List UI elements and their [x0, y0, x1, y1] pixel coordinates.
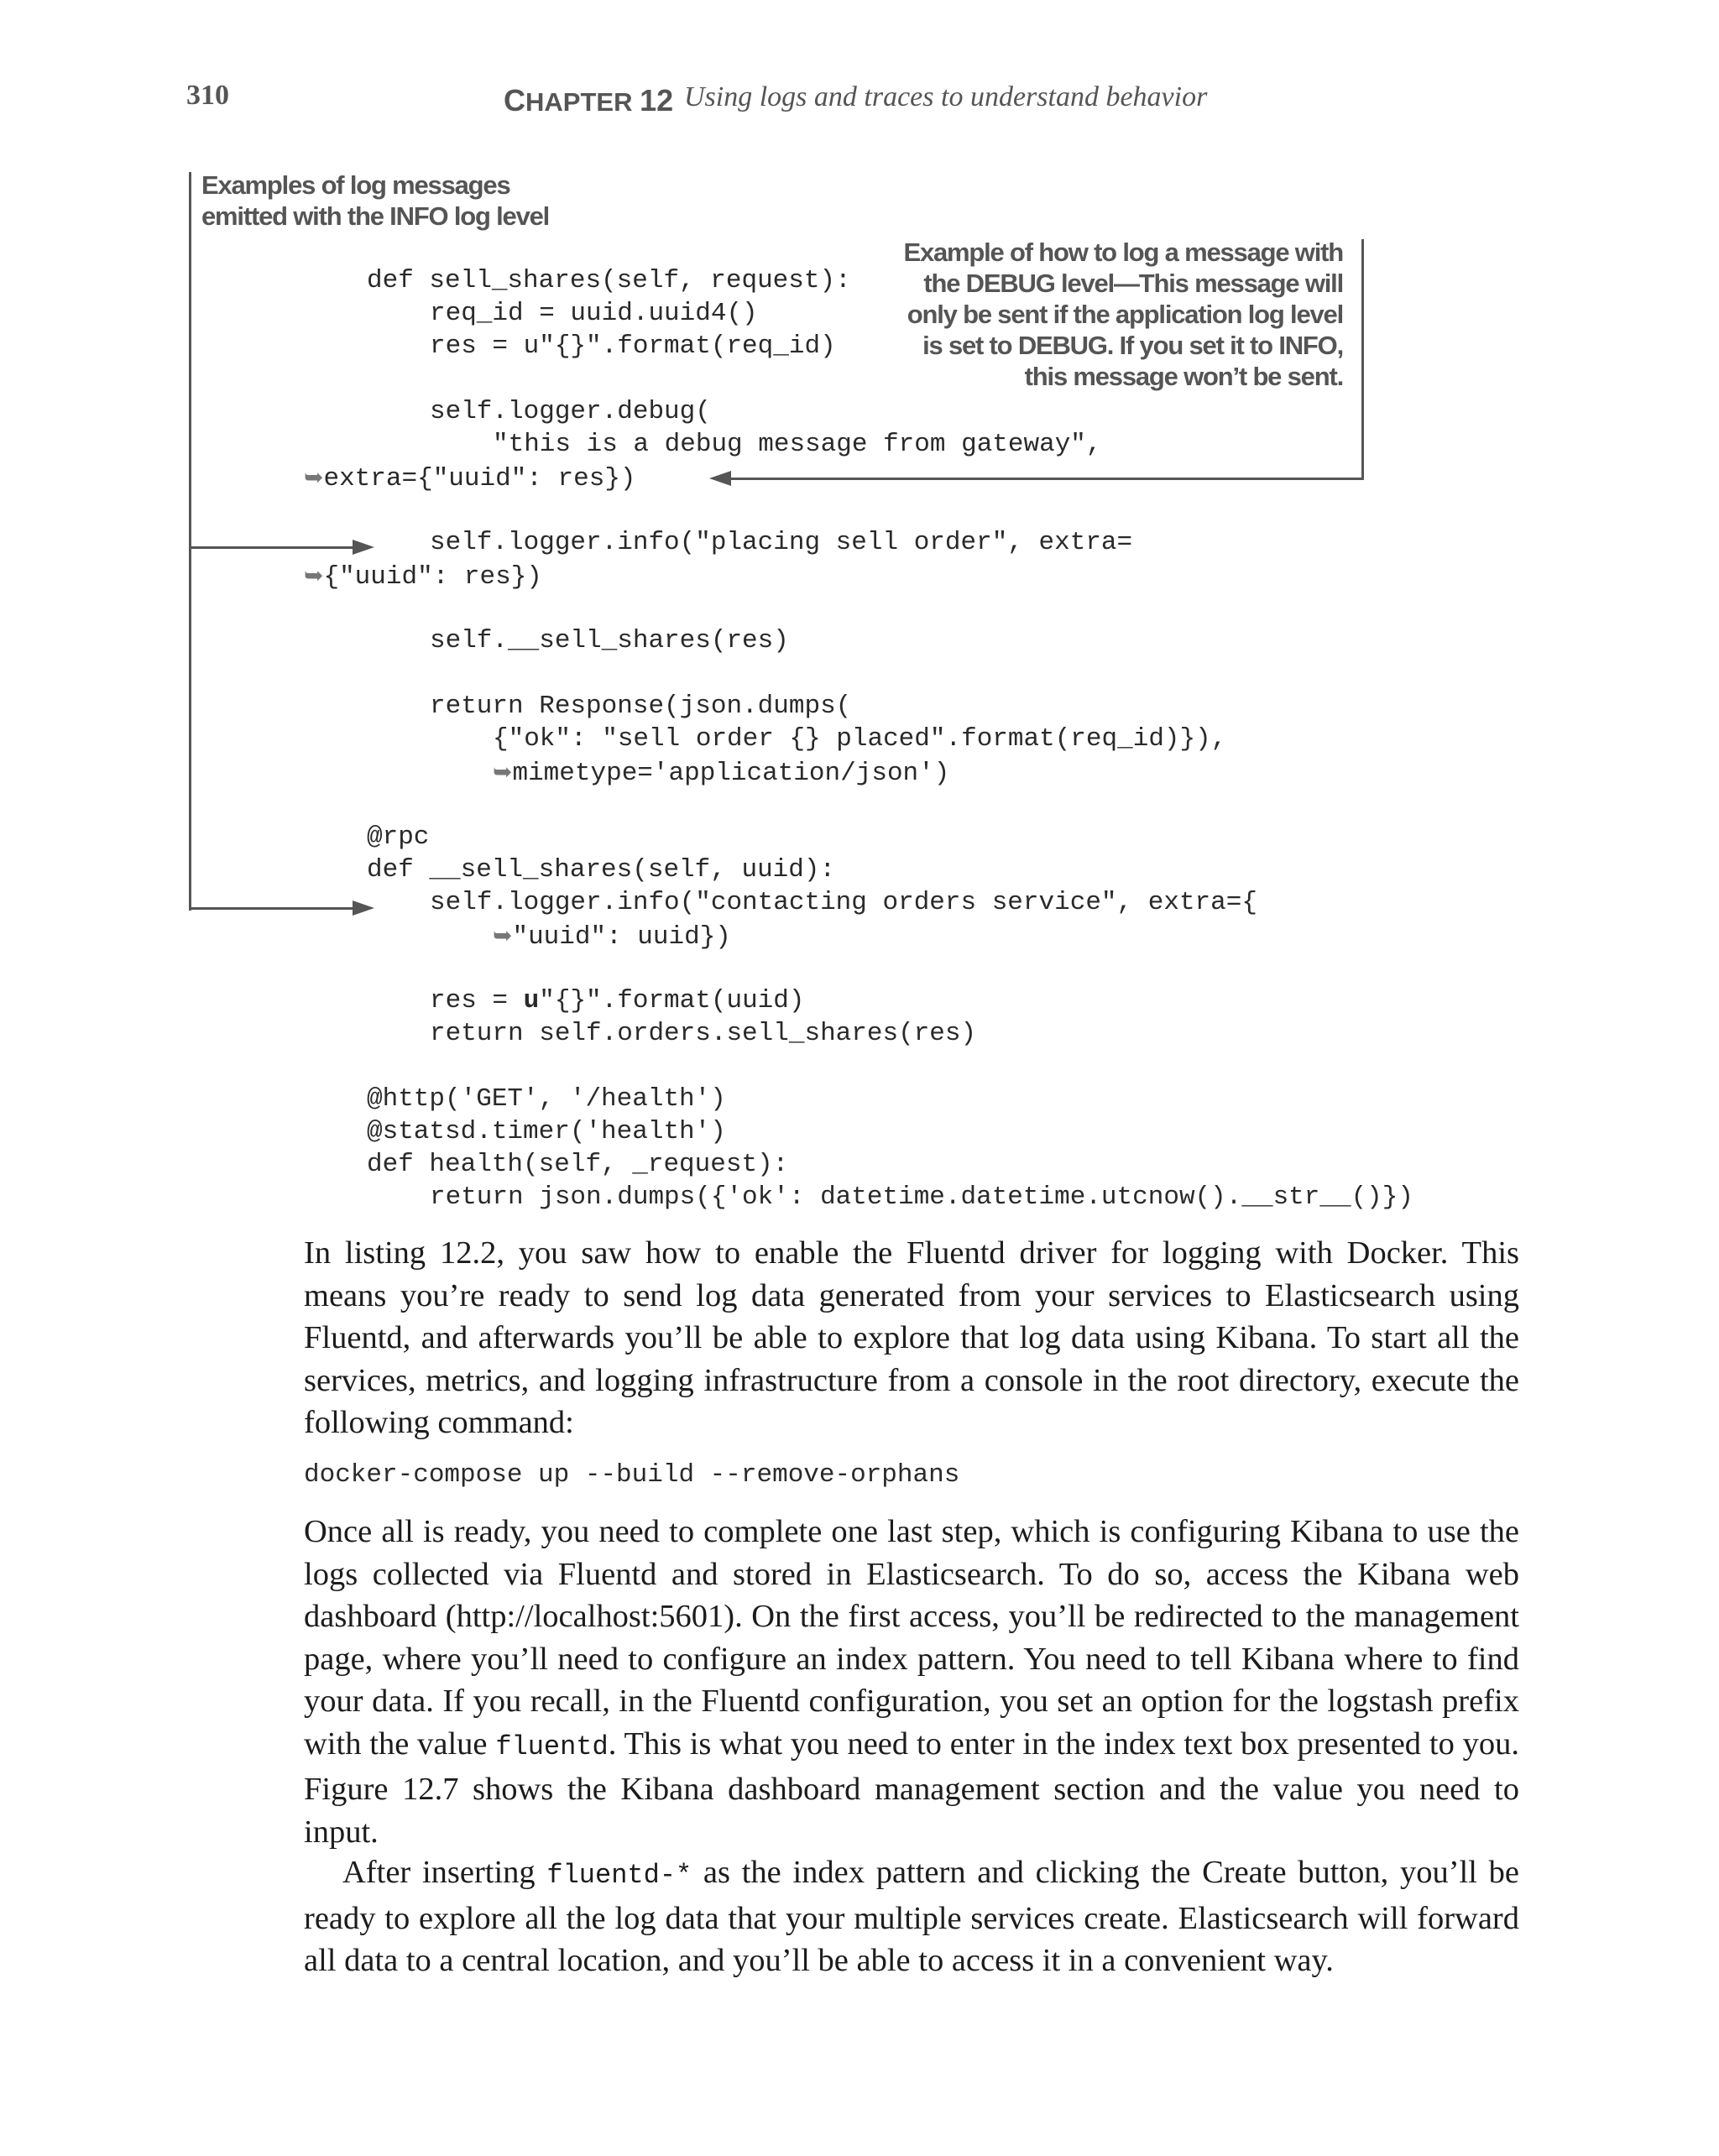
paragraph-2: Once all is ready, you need to complete one last step, which is configuring Kibana to use the logs collected via Fluentd and stored in Elasticsearch. To do so, access the Kibana web dashboard (http://localhost:5601). On the first access, you’ll be redirected to the management page, where you’ll need to configure an index pattern. You need to tell Kibana where to find your data. If you recall, in the Fluentd configuration, you set an option for the logstash prefix with the value fluentd. This is what you need to enter in the index text box presented to you. Figure 12.7 shows the Kibana dashboard management section and the value you need to input.: [304, 1514, 1520, 1850]
paragraph-1: In listing 12.2, you saw how to enable the Fluentd driver for logging with Docker. This means you’re ready to send log data generated from your services to Elasticsearch using Fluentd, and afterwards you’ll be able to explore that log data using Kibana. To start all the services, metrics, and logging infrastructure from a console in the root directory, execute the following command:: [304, 1235, 1519, 1440]
callout-line-left-vertical: [189, 172, 191, 911]
code-line: ➥extra={"uuid": res}): [304, 463, 636, 493]
callout-line-left-lower: [189, 907, 365, 910]
code-line: @statsd.timer('health'): [367, 1117, 726, 1146]
code-line: @rpc: [367, 822, 430, 852]
running-header: [0, 80, 1719, 122]
annotation-info-log-level: Examples of log messages emitted with the INFO log level: [201, 170, 550, 231]
annotation-debug-log-level: Example of how to log a message with the DEBUG level—This message will only be sent if the application log level is set to DEBUG. If you set it to INFO, this message won’t be sent.: [903, 238, 1343, 391]
code-line: res = u"{}".format(req_id): [430, 331, 836, 361]
code-line: def __sell_shares(self, uuid):: [367, 855, 836, 885]
line-wrap-icon: ➥: [493, 758, 513, 786]
code-line: self.__sell_shares(res): [430, 626, 789, 655]
chapter-label: CHAPTER 12: [504, 83, 674, 117]
line-wrap-icon: ➥: [304, 561, 324, 589]
callout-arrow-debug: [709, 471, 731, 486]
code-line: @http('GET', '/health'): [367, 1084, 726, 1114]
code-line: res = u"{}".format(uuid): [430, 986, 805, 1015]
code-line: return self.orders.sell_shares(res): [430, 1019, 977, 1048]
line-wrap-icon: ➥: [304, 463, 324, 491]
code-line: {"ok": "sell order {} placed".format(req_id)}),: [493, 724, 1227, 754]
code-line: def health(self, _request):: [367, 1150, 789, 1179]
paragraph-3: After inserting fluentd-* as the index pattern and clicking the Create button, you’ll be ready to explore all the log data that your multiple services create. Elasticsearch will forward all data to a central location, and you’ll be able to access it in a convenient way.: [304, 1855, 1519, 1978]
callout-arrow-info-2: [353, 901, 374, 916]
callout-line-right-vertical: [1361, 239, 1364, 480]
code-line: ➥mimetype='application/json'): [493, 758, 950, 788]
code-line: "this is a debug message from gateway",: [493, 430, 1102, 459]
code-line: ➥"uuid": uuid}): [493, 921, 731, 952]
chapter-title: Using logs and traces to understand behavior: [684, 81, 1208, 112]
page-number: 310: [186, 80, 229, 111]
code-line: return Response(json.dumps(: [430, 692, 852, 721]
callout-arrow-info-1: [353, 540, 374, 555]
code-line: def sell_shares(self, request):: [367, 266, 851, 295]
callout-line-right-horizontal: [730, 478, 1364, 480]
command-line: docker-compose up --build --remove-orphans: [304, 1460, 960, 1490]
callout-line-left-upper: [189, 546, 365, 549]
code-line: self.logger.debug(: [430, 397, 711, 426]
code-line: req_id = uuid.uuid4(): [430, 299, 758, 328]
code-line: return json.dumps({'ok': datetime.datetime.utcnow().__str__()}): [430, 1182, 1413, 1212]
code-line: self.logger.info("contacting orders service", extra={: [430, 888, 1257, 917]
code-line: ➥{"uuid": res}): [304, 561, 542, 592]
code-line: self.logger.info("placing sell order", extra=: [430, 528, 1133, 557]
line-wrap-icon: ➥: [493, 921, 513, 949]
